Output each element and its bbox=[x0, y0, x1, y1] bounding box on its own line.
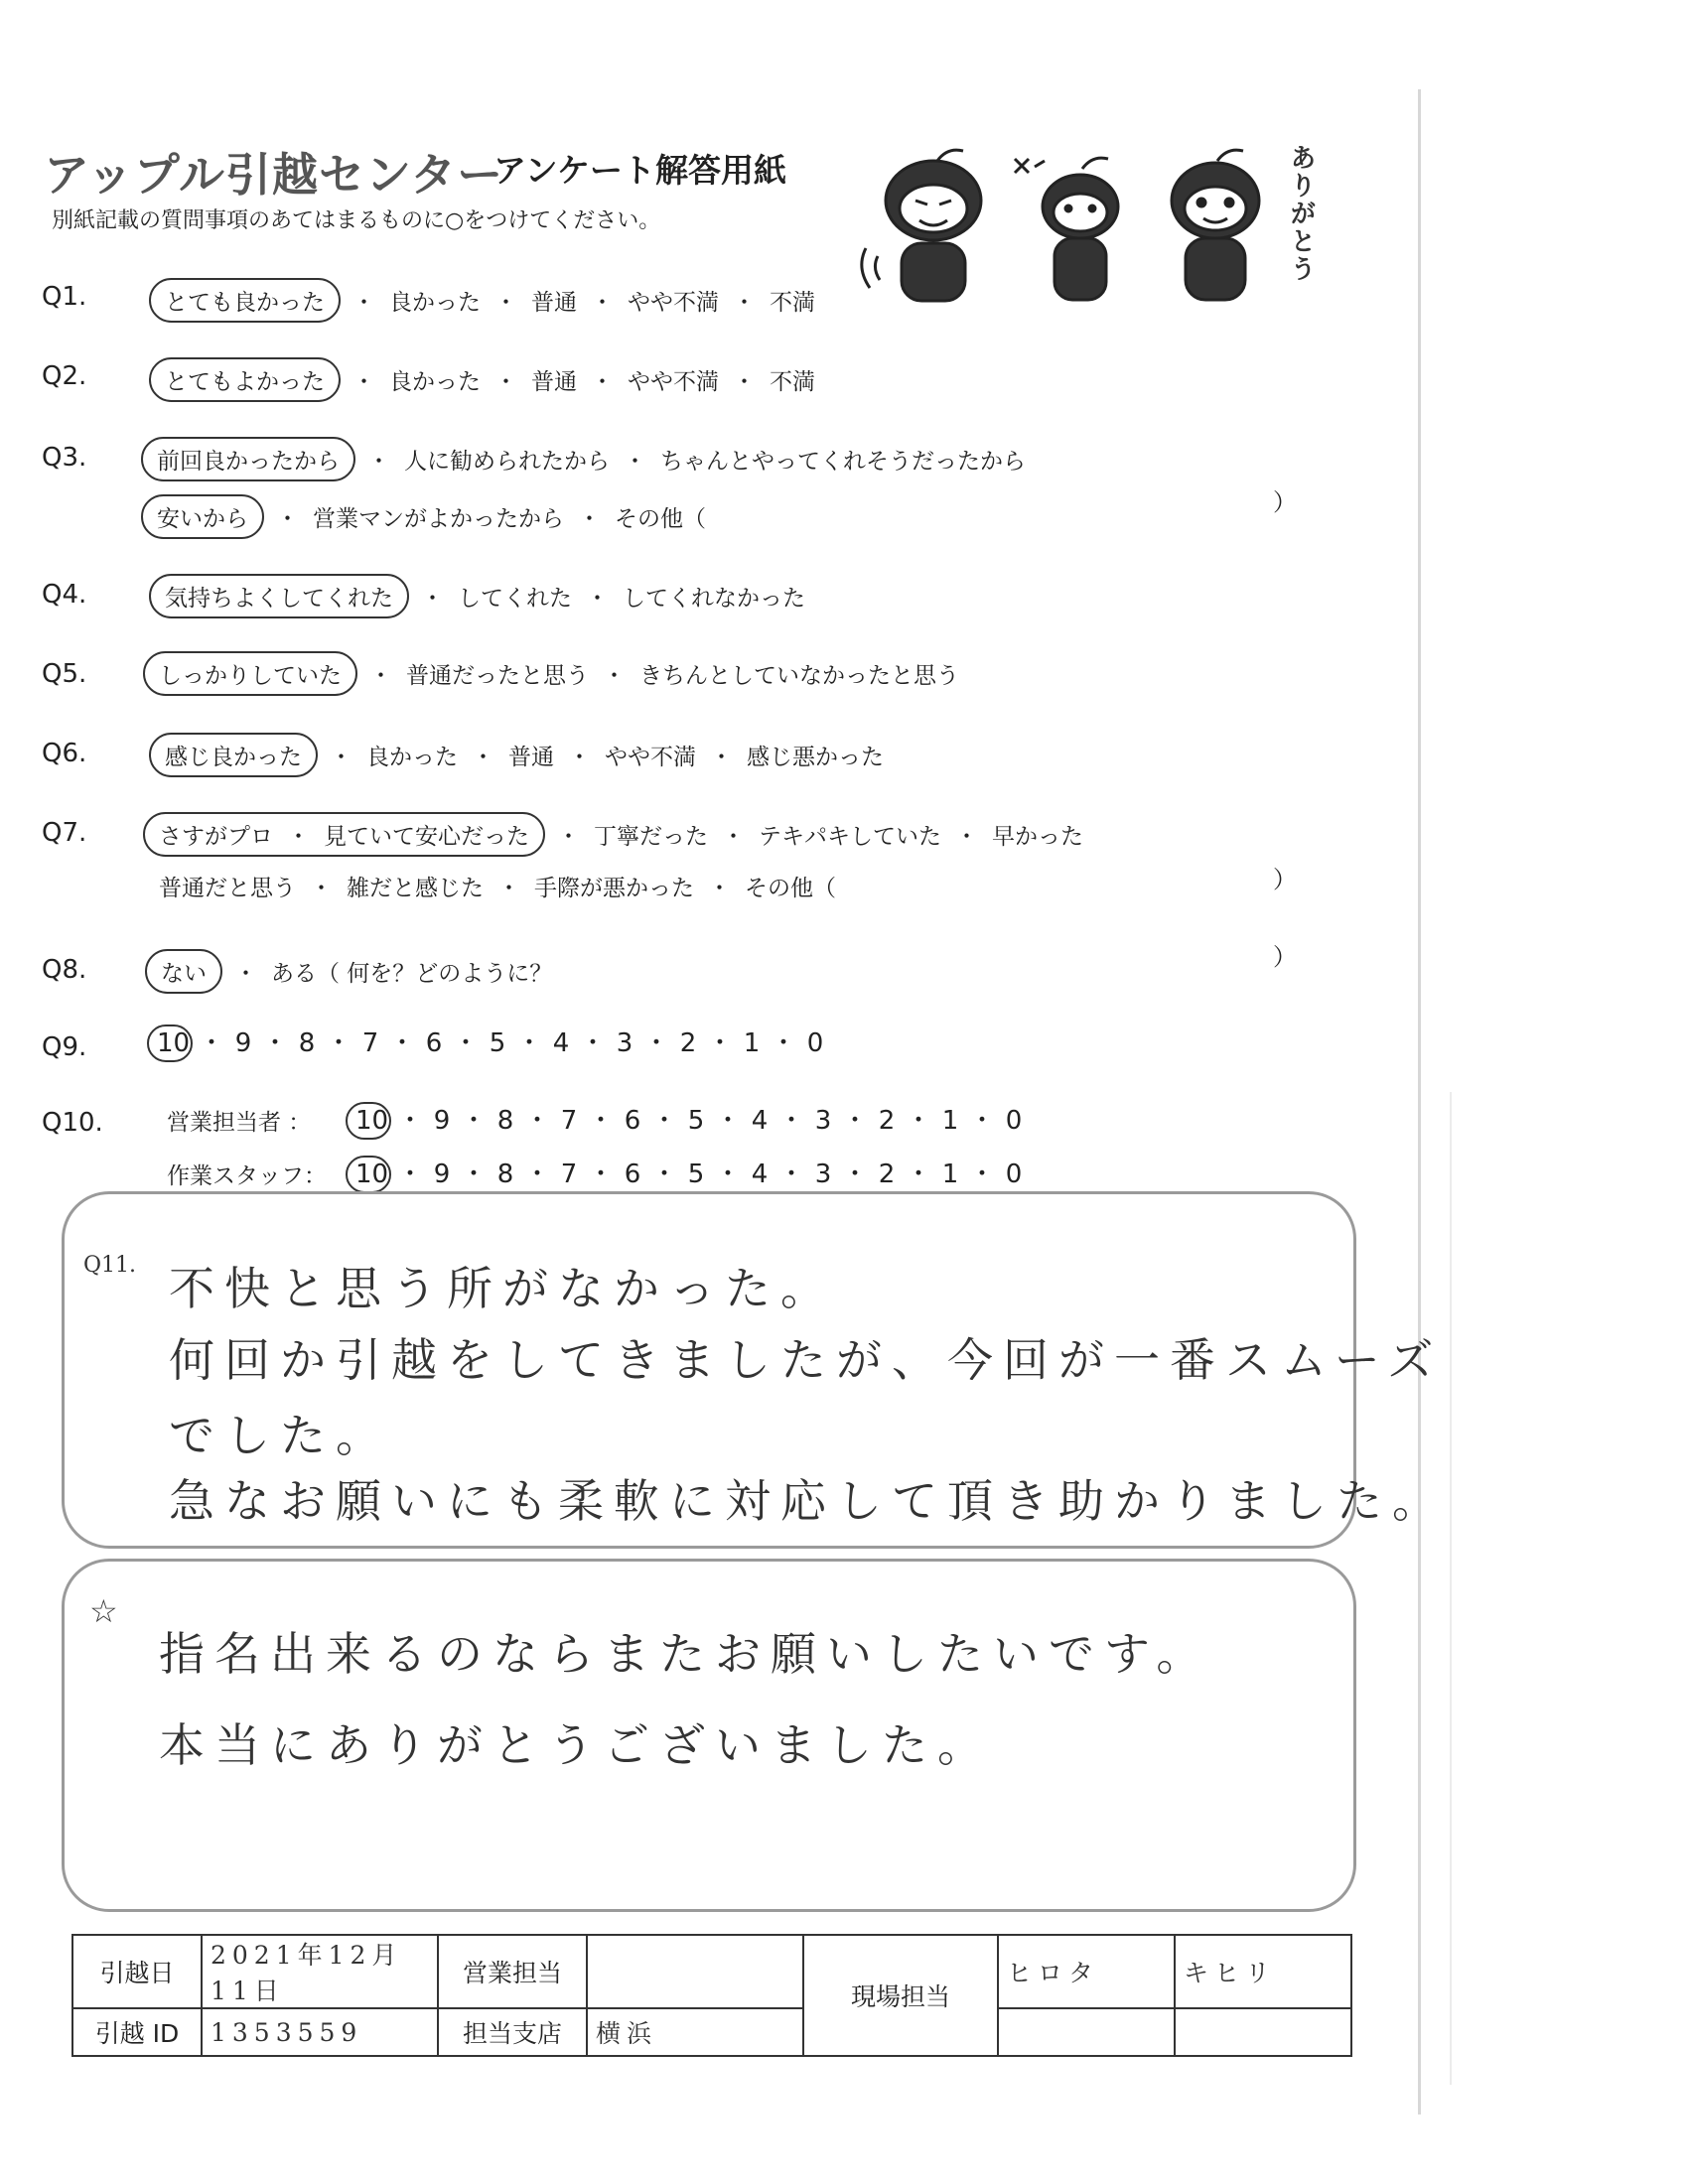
q9-score[interactable]: 0 bbox=[806, 1028, 824, 1058]
q3-number: Q3. bbox=[42, 443, 87, 473]
q9-score[interactable]: 6 bbox=[425, 1028, 443, 1058]
q10-sales-score[interactable]: 1 bbox=[941, 1106, 959, 1136]
site-rep-label: 現場担当 bbox=[803, 1935, 998, 2056]
q10-sales-score-selected[interactable]: 10 bbox=[346, 1102, 391, 1140]
q11-handwritten-line: 何回か引越をしてきましたが、今回が一番スムーズ bbox=[169, 1333, 1444, 1387]
q6-options: 感じ良かった ・ 良かった ・ 普通 ・ やや不満 ・ 感じ悪かった bbox=[163, 733, 884, 777]
arigato-caption: ありがとう bbox=[1286, 144, 1316, 283]
q9-number: Q9. bbox=[42, 1032, 87, 1062]
q7-options-line2: 普通だと思う ・ 雑だと感じた ・ 手際が悪かった ・ その他（ bbox=[159, 870, 836, 902]
move-date-value: 2021年12月11日 bbox=[202, 1935, 438, 2008]
q1-option[interactable]: やや不満 bbox=[628, 290, 719, 316]
q5-option-selected[interactable]: しっかりしていた bbox=[143, 651, 357, 696]
q9-score[interactable]: 2 bbox=[679, 1028, 697, 1058]
q4-option[interactable]: してくれなかった bbox=[623, 586, 805, 612]
q7-option-other[interactable]: その他（ bbox=[745, 876, 836, 901]
q4-options: 気持ちよくしてくれた ・ してくれた ・ してくれなかった bbox=[163, 574, 805, 618]
gorilla-middle-icon bbox=[1015, 158, 1118, 300]
q9-score[interactable]: 7 bbox=[361, 1028, 379, 1058]
q2-option[interactable]: 良かった bbox=[389, 369, 481, 395]
instruction-text: 別紙記載の質問事項のあてはまるものに○をつけてください。 bbox=[52, 208, 661, 233]
q2-option[interactable]: 普通 bbox=[531, 369, 577, 395]
q7-option[interactable]: 雑だと感じた bbox=[347, 876, 484, 901]
q8-option-selected[interactable]: ない bbox=[145, 949, 222, 994]
q7-options-line1: さすがプロ ・ 見ていて安心だった ・ 丁寧だった ・ テキパキしていた ・ 早かった bbox=[157, 812, 1083, 857]
q1-option[interactable]: 良かった bbox=[389, 290, 481, 316]
site-rep-empty-1 bbox=[998, 2008, 1175, 2056]
q10-staff-score[interactable]: 8 bbox=[496, 1160, 514, 1189]
q9-score-selected[interactable]: 10 bbox=[147, 1024, 193, 1062]
branch-value: 横浜 bbox=[587, 2008, 803, 2056]
form-subtitle: アンケート解答用紙 bbox=[493, 151, 787, 190]
q4-option-selected[interactable]: 気持ちよくしてくれた bbox=[149, 574, 409, 618]
q5-option[interactable]: きちんとしていなかったと思う bbox=[639, 663, 959, 689]
q10-staff-score[interactable]: 0 bbox=[1005, 1160, 1023, 1189]
q8-number: Q8. bbox=[42, 955, 87, 985]
q3-option[interactable]: 営業マンがよかったから bbox=[313, 506, 564, 532]
q7-option[interactable]: 普通だと思う bbox=[159, 876, 296, 901]
q10-sales-score[interactable]: 4 bbox=[751, 1106, 769, 1136]
gorilla-mascots-illustration bbox=[856, 139, 1323, 313]
q9-scale: 10 ・ 9 ・ 8 ・ 7 ・ 6 ・ 5 ・ 4 ・ 3 ・ 2 ・ 1 ・ 0 bbox=[147, 1023, 828, 1062]
footer-info-table bbox=[71, 1934, 1352, 2057]
q10-sales-score[interactable]: 6 bbox=[624, 1106, 641, 1136]
q7-option[interactable]: 早かった bbox=[992, 824, 1083, 850]
q10-staff-score[interactable]: 3 bbox=[814, 1160, 832, 1189]
q1-option[interactable]: 不満 bbox=[770, 290, 815, 316]
q8-option[interactable]: ある（ 何を？どのように？ bbox=[271, 961, 553, 987]
move-date-label: 引越日 bbox=[72, 1935, 202, 2008]
q10-sales-score[interactable]: 8 bbox=[496, 1106, 514, 1136]
page-edge-shadow bbox=[1450, 1092, 1452, 2085]
q9-score[interactable]: 5 bbox=[489, 1028, 506, 1058]
q6-option-selected[interactable]: 感じ良かった bbox=[149, 733, 318, 777]
extra-handwritten-line: 指名出来るのならまたお願いしたいです。 bbox=[159, 1627, 1212, 1681]
q6-option[interactable]: やや不満 bbox=[605, 745, 696, 770]
q3-option[interactable]: 人に勧められたから bbox=[404, 449, 610, 475]
q9-score[interactable]: 4 bbox=[552, 1028, 570, 1058]
q10-staff-score[interactable]: 7 bbox=[560, 1160, 578, 1189]
extra-handwritten-line: 本当にありがとうございました。 bbox=[159, 1718, 993, 1772]
q10-sales-scale: 10 ・ 9 ・ 8 ・ 7 ・ 6 ・ 5 ・ 4 ・ 3 ・ 2 ・ 1 ・ 0 bbox=[346, 1100, 1027, 1140]
q10-number: Q10. bbox=[42, 1108, 103, 1138]
q6-option[interactable]: 良かった bbox=[366, 745, 458, 770]
q2-option-selected[interactable]: とてもよかった bbox=[149, 357, 341, 402]
q11-handwritten-line: でした。 bbox=[169, 1409, 391, 1462]
q10-sales-score[interactable]: 3 bbox=[814, 1106, 832, 1136]
q3-option[interactable]: ちゃんとやってくれそうだったから bbox=[660, 449, 1026, 475]
move-id-value: 1353559 bbox=[202, 2008, 438, 2056]
q5-option[interactable]: 普通だったと思う bbox=[406, 663, 589, 689]
q6-option[interactable]: 普通 bbox=[508, 745, 554, 770]
q2-options: とてもよかった ・ 良かった ・ 普通 ・ やや不満 ・ 不満 bbox=[163, 357, 815, 402]
gorilla-right-icon bbox=[1172, 150, 1259, 300]
q7-option-text: さすがプロ bbox=[159, 824, 273, 850]
q8-options: ない ・ ある（ 何を？どのように？ bbox=[159, 949, 552, 994]
q1-number: Q1. bbox=[42, 282, 87, 312]
q3-option-selected[interactable]: 前回良かったから bbox=[141, 437, 355, 481]
q11-handwritten-line: 不快と思う所がなかった。 bbox=[169, 1262, 836, 1315]
q10-staff-score[interactable]: 6 bbox=[624, 1160, 641, 1189]
branch-label: 担当支店 bbox=[438, 2008, 587, 2056]
q10-sales-score[interactable]: 0 bbox=[1005, 1106, 1023, 1136]
page-edge bbox=[1418, 89, 1421, 2115]
q6-option[interactable]: 感じ悪かった bbox=[747, 745, 884, 770]
q1-option[interactable]: 普通 bbox=[531, 290, 577, 316]
q9-score[interactable]: 1 bbox=[743, 1028, 761, 1058]
q4-option[interactable]: してくれた bbox=[458, 586, 572, 612]
q11-handwritten-line: 急なお願いにも柔軟に対応して頂き助かりました。 bbox=[169, 1474, 1448, 1528]
q3-options-line2: 安いから ・ 営業マンがよかったから ・ その他（ bbox=[155, 494, 706, 539]
q3-option-selected[interactable]: 安いから bbox=[141, 494, 264, 539]
move-id-label: 引越 ID bbox=[72, 2008, 202, 2056]
site-rep-value-1: ヒロタ bbox=[998, 1935, 1175, 2008]
q7-option-selected[interactable]: さすがプロ ・ 見ていて安心だった bbox=[143, 812, 545, 857]
q9-score[interactable]: 8 bbox=[298, 1028, 316, 1058]
q10-sales-score[interactable]: 5 bbox=[687, 1106, 705, 1136]
q4-number: Q4. bbox=[42, 580, 87, 610]
q7-paren-close: ） bbox=[1273, 866, 1297, 893]
q10-staff-score[interactable]: 2 bbox=[878, 1160, 896, 1189]
q10-staff-score[interactable]: 5 bbox=[687, 1160, 705, 1189]
q9-score[interactable]: 3 bbox=[616, 1028, 633, 1058]
q10-sales-label: 営業担当者 ： bbox=[167, 1110, 312, 1136]
q10-sales-score[interactable]: 9 bbox=[433, 1106, 451, 1136]
q7-option[interactable]: 丁寧だった bbox=[594, 824, 708, 850]
q10-staff-score[interactable]: 4 bbox=[751, 1160, 769, 1189]
q10-sales-score[interactable]: 7 bbox=[560, 1106, 578, 1136]
star-icon: ☆ bbox=[89, 1592, 118, 1630]
q5-number: Q5. bbox=[42, 659, 87, 689]
q1-option-selected[interactable]: とても良かった bbox=[149, 278, 341, 323]
q8-paren-close: ） bbox=[1273, 943, 1297, 971]
q2-option[interactable]: 不満 bbox=[770, 369, 815, 395]
gorilla-left-icon bbox=[862, 150, 981, 301]
q10-staff-score[interactable]: 1 bbox=[941, 1160, 959, 1189]
site-rep-value-2: キヒリ bbox=[1175, 1935, 1351, 2008]
q2-option[interactable]: やや不満 bbox=[628, 369, 719, 395]
site-rep-empty-2 bbox=[1175, 2008, 1351, 2056]
q3-option-other[interactable]: その他（ bbox=[615, 506, 706, 532]
q10-sales-score[interactable]: 2 bbox=[878, 1106, 896, 1136]
q1-options: とても良かった ・ 良かった ・ 普通 ・ やや不満 ・ 不満 bbox=[163, 278, 815, 323]
q9-score[interactable]: 9 bbox=[234, 1028, 252, 1058]
q2-number: Q2. bbox=[42, 361, 87, 391]
q3-options-line1: 前回良かったから ・ 人に勧められたから ・ ちゃんとやってくれそうだったから bbox=[155, 437, 1026, 481]
q10-staff-score[interactable]: 9 bbox=[433, 1160, 451, 1189]
sales-rep-value bbox=[587, 1935, 803, 2008]
q10-staff-score-selected[interactable]: 10 bbox=[346, 1156, 391, 1193]
q6-number: Q6. bbox=[42, 739, 87, 768]
q7-number: Q7. bbox=[42, 818, 87, 848]
sales-rep-label: 営業担当 bbox=[438, 1935, 587, 2008]
q10-staff-scale: 10 ・ 9 ・ 8 ・ 7 ・ 6 ・ 5 ・ 4 ・ 3 ・ 2 ・ 1 ・ 0 bbox=[346, 1154, 1027, 1193]
company-name: アップル引越センター bbox=[44, 148, 504, 202]
q3-paren-close: ） bbox=[1273, 488, 1297, 516]
q7-option[interactable]: テキパキしていた bbox=[759, 824, 941, 850]
q11-label: Q11. bbox=[83, 1253, 137, 1278]
q5-options: しっかりしていた ・ 普通だったと思う ・ きちんとしていなかったと思う bbox=[157, 651, 959, 696]
q10-staff-label: 作業スタッフ： bbox=[167, 1163, 327, 1189]
q7-option[interactable]: 手際が悪かった bbox=[534, 876, 694, 901]
q7-option-text: 見ていて安心だった bbox=[324, 824, 529, 850]
